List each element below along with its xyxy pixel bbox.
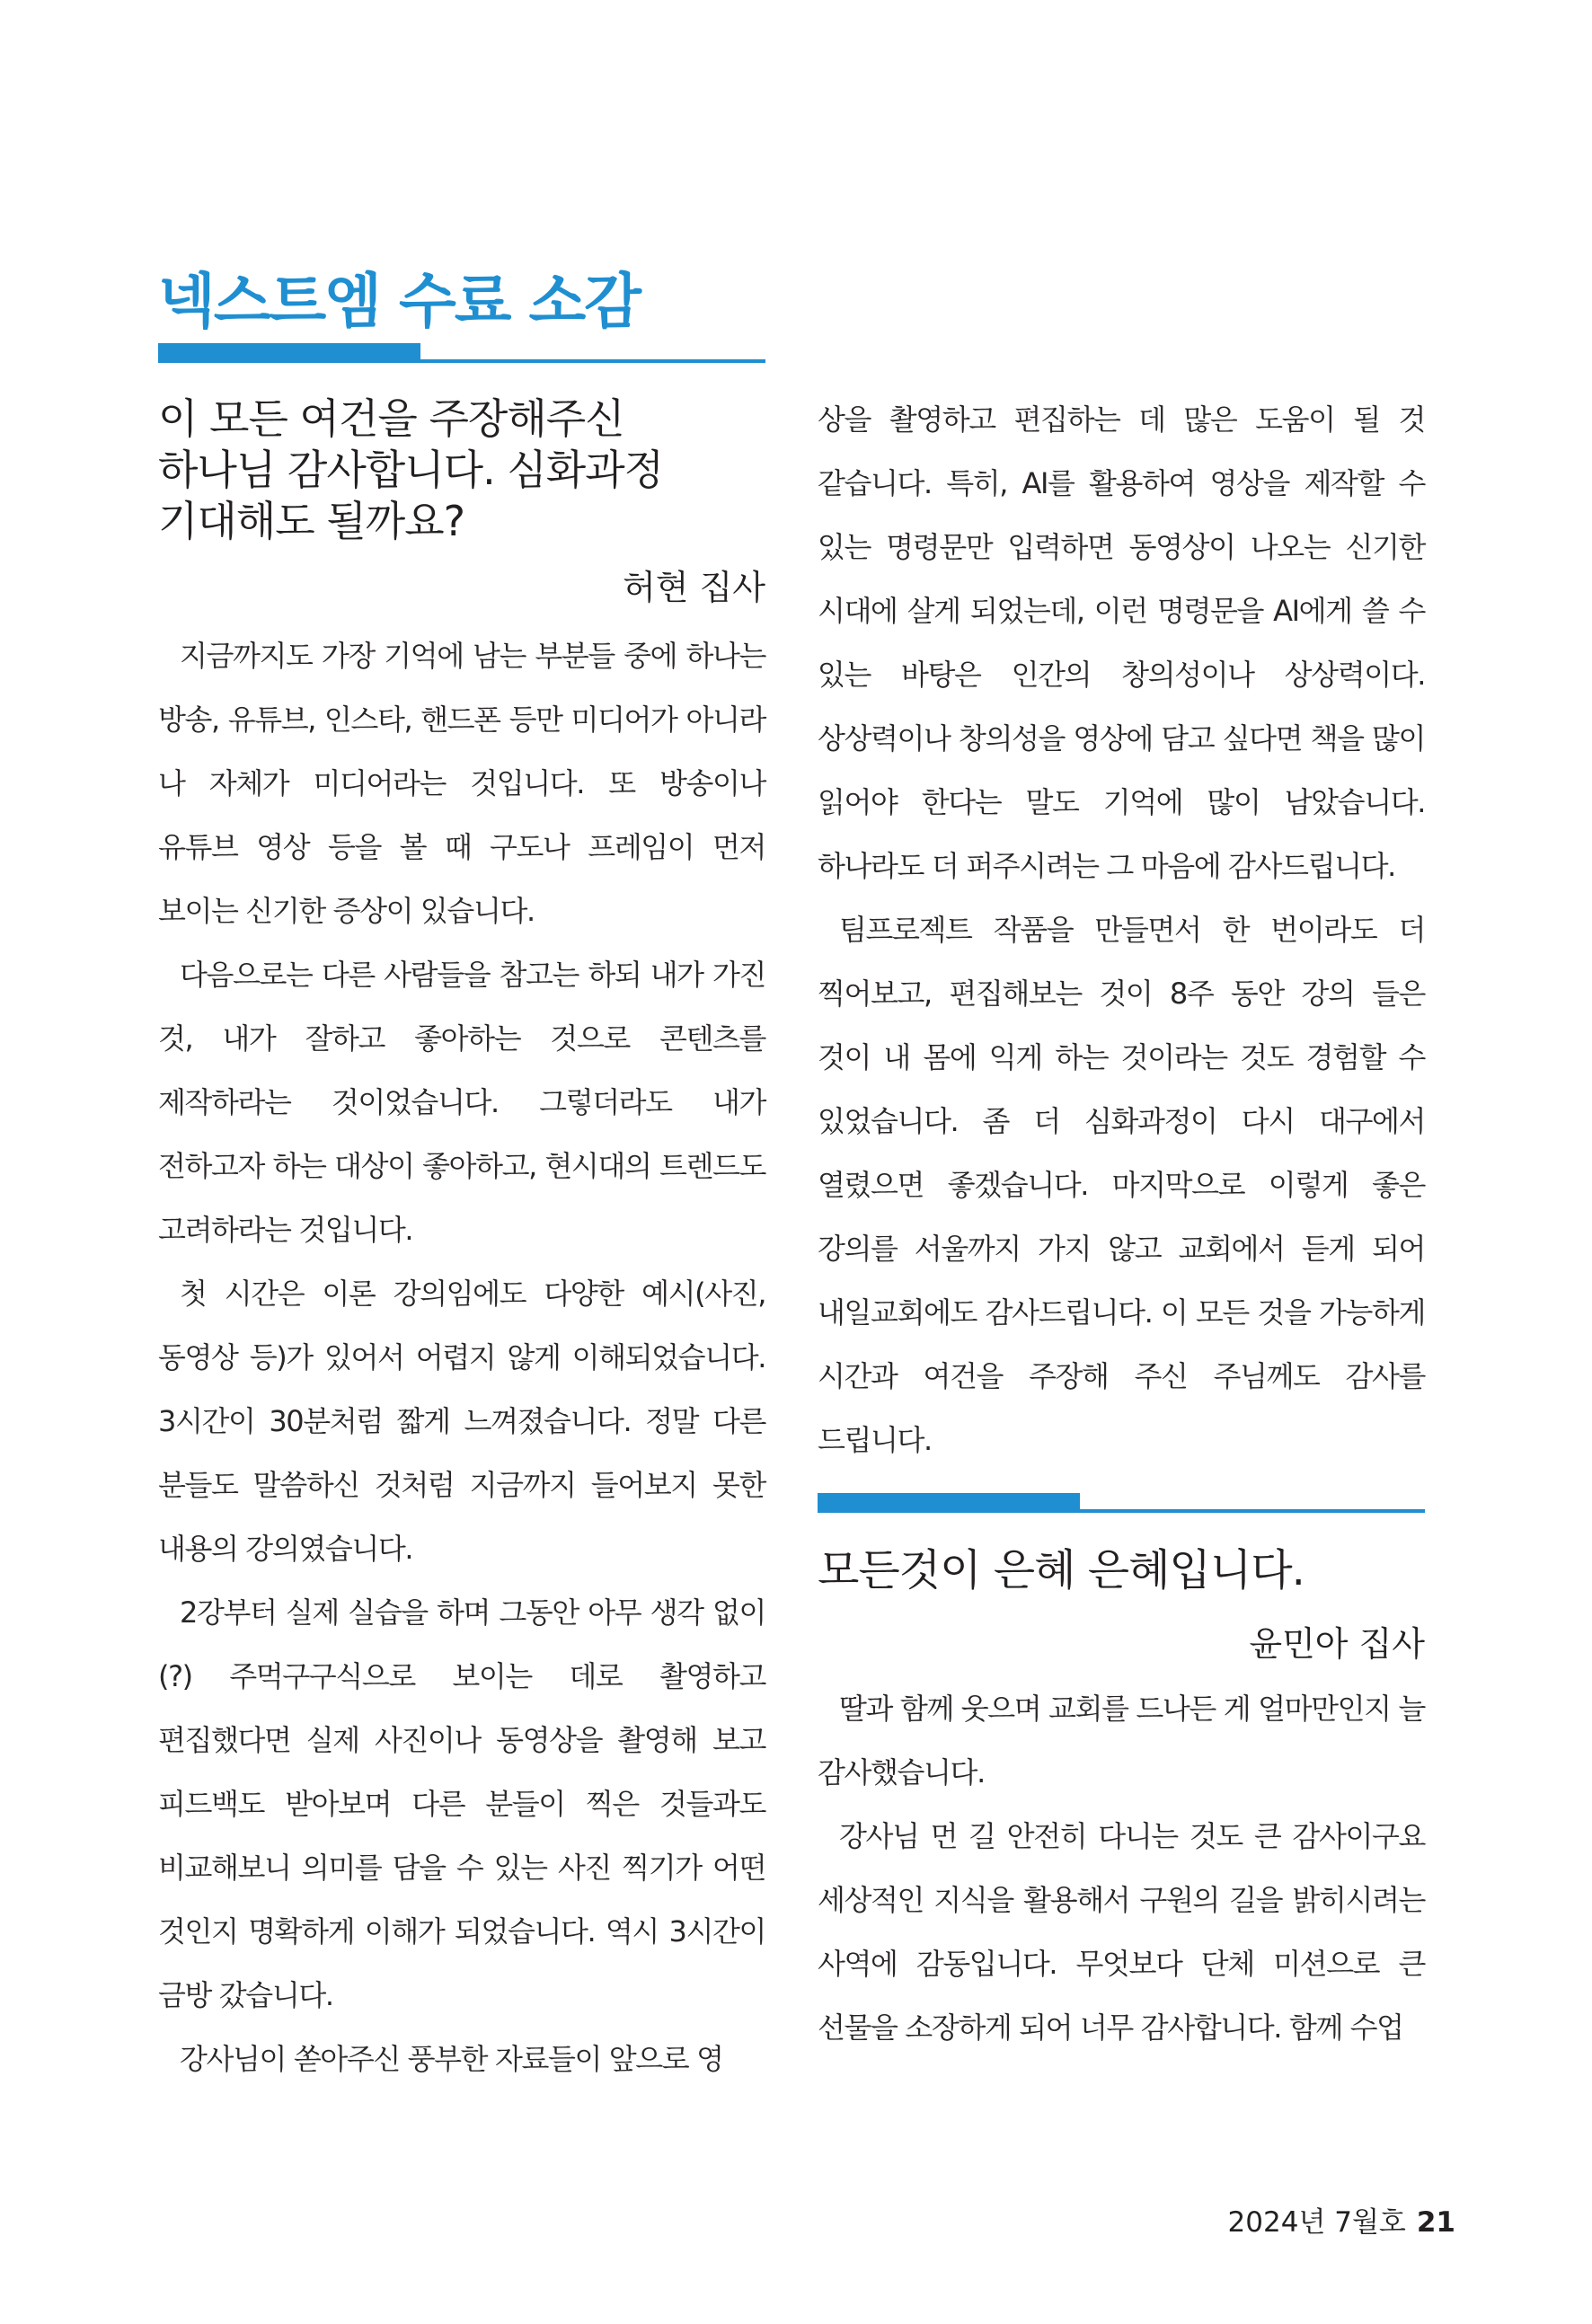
article2-title: 모든것이 은혜 은혜입니다. — [818, 1545, 1305, 1595]
article1-paragraph: 다음으로는 다른 사람들을 참고는 하되 내가 가진 것, 내가 잘하고 좋아하는 것으로 콘텐츠를 제작하라는 것이었습니다. 그렇더라도 내가 전하고자 하는 대상이 좋아하고, 현시대의 트렌드도 고려하라는 것입니다. — [158, 958, 765, 1247]
article1-paragraph: 강사님이 쏟아주신 풍부한 자료들이 앞으로 영 — [180, 2042, 723, 2076]
right-column-top — [818, 388, 1425, 1472]
issue-label: 2024년 7월호 — [1227, 2206, 1406, 2239]
article2-rule — [818, 1509, 1425, 1513]
article1-paragraph: 상을 촬영하고 편집하는 데 많은 도움이 될 것 같습니다. 특히, AI를 활용하여 영상을 제작할 수 있는 명령문만 입력하면 동영상이 나오는 신기한 시대에 살게 되었는데, 이런 명령문을 AI에게 쓸 수 있는 바탕은 인간의 창의성이나 상상력이다. 상상력이나 창의성을 영상에 담고 싶다면 책을 많이 읽어야 한다는 말도 기억에 많이 남았습니다. 하나라도 더 퍼주시려는 그 마음에 감사드립니다. — [818, 402, 1425, 883]
article1-title-line: 하나님 감사합니다. 심화과정 — [158, 446, 664, 494]
article2-paragraph: 딸과 함께 웃으며 교회를 드나든 게 얼마만인지 늘 감사했습니다. — [818, 1692, 1425, 1789]
right-column-bottom — [818, 1545, 1425, 2060]
article1-rule — [158, 359, 765, 363]
article1-paragraph: 팀프로젝트 작품을 만들면서 한 번이라도 더 찍어보고, 편집해보는 것이 8주 동안 강의 들은 것이 내 몸에 익게 하는 것이라는 것도 경험할 수 있었습니다. 좀 더 심화과정이 다시 대구에서 열렸으면 좋겠습니다. 마지막으로 이렇게 좋은 강의를 서울까지 가지 않고 교회에서 듣게 되어 내일교회에도 감사드립니다. 이 모든 것을 가능하게 시간과 여건을 주장해 주신 주님께도 감사를 드립니다. — [818, 913, 1425, 1457]
article1-title-line: 기대해도 될까요? — [158, 497, 465, 545]
article1-paragraph: 지금까지도 가장 기억에 남는 부분들 중에 하나는 방송, 유튜브, 인스타, 핸드폰 등만 미디어가 아니라 나 자체가 미디어라는 것입니다. 또 방송이나 유튜브 영상 등을 볼 때 구도나 프레임이 먼저 보이는 신기한 증상이 있습니다. — [158, 639, 765, 928]
left-column — [158, 393, 765, 2091]
article1-title-line: 이 모든 여건을 주장해주신 — [158, 394, 624, 443]
article2-paragraph: 강사님 먼 길 안전히 다니는 것도 큰 감사이구요 세상적인 지식을 활용해서 구원의 길을 밝히시려는 사역에 감동입니다. 무엇보다 단체 미션으로 큰 선물을 소장하게 되어 너무 감사합니다. 함께 수업 — [818, 1819, 1425, 2045]
article1-paragraph: 2강부터 실제 실습을 하며 그동안 아무 생각 없이(?) 주먹구구식으로 보이는 데로 촬영하고 편집했다면 실제 사진이나 동영상을 촬영해 보고 피드백도 받아보며 다른 분들이 찍은 것들과도 비교해보니 의미를 담을 수 있는 사진 찍기가 어떤 것인지 명확하게 이해가 되었습니다. 역시 3시간이 금방 갔습니다. — [158, 1595, 765, 2012]
page-footer — [1228, 2199, 1455, 2240]
section-title: 넥스트엠 수료 소감 — [158, 267, 641, 336]
page-number: 21 — [1416, 2206, 1455, 2239]
article1-paragraph: 첫 시간은 이론 강의임에도 다양한 예시(사진, 동영상 등)가 있어서 어렵지 않게 이해되었습니다. 3시간이 30분처럼 짧게 느껴졌습니다. 정말 다른 분들도 말씀하신 것처럼 지금까지 들어보지 못한 내용의 강의였습니다. — [158, 1277, 765, 1566]
article1-author: 허현 집사 — [623, 568, 765, 607]
article2-author: 윤민아 집사 — [1249, 1624, 1425, 1664]
article1-title — [158, 393, 765, 547]
